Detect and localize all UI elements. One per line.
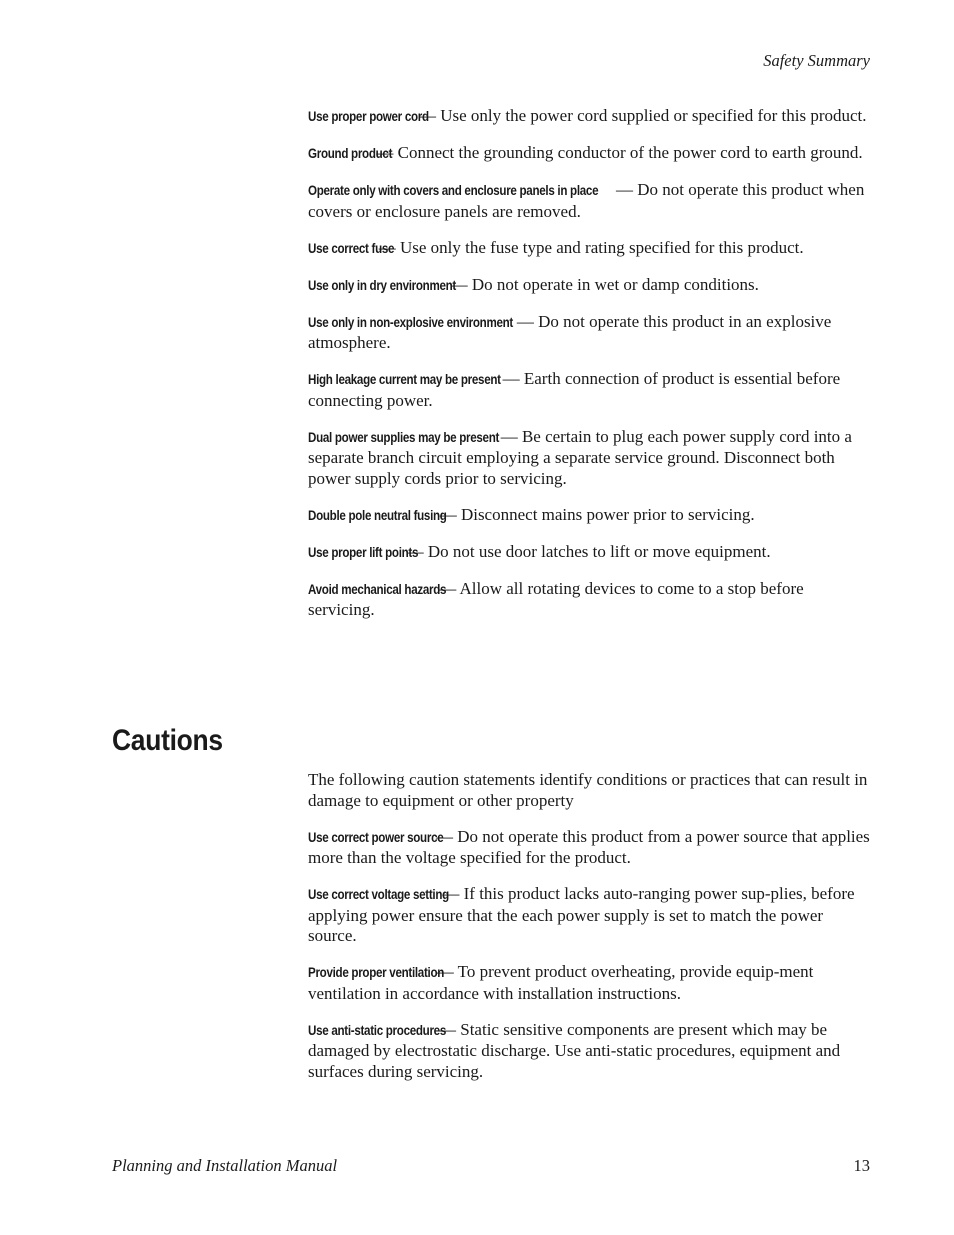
warning-term: Double pole neutral fusing xyxy=(308,507,447,523)
warnings-list xyxy=(308,106,870,636)
warning-item xyxy=(308,275,870,297)
section-title-cautions: Cautions xyxy=(112,724,223,757)
warning-term: Operate only with covers and enclosure panels in place xyxy=(308,183,599,198)
caution-term: Use anti-static procedures xyxy=(308,1022,447,1038)
warning-item xyxy=(308,427,870,490)
warning-term: Use only in dry environment xyxy=(308,277,457,293)
warning-text: — Connect the grounding conductor of the power cord to earth ground. xyxy=(372,143,863,162)
caution-item xyxy=(308,827,870,869)
warning-text: — Do not operate this product in an explosive atmosphere. xyxy=(308,311,832,352)
warning-text: — Do not operate in wet or damp conditions. xyxy=(446,274,759,294)
caution-text: — If this product lacks auto-ranging power sup-plies, before applying power ensure that the each power supply is set to match the power source. xyxy=(308,884,855,945)
caution-term: Use correct power source xyxy=(308,829,444,845)
warning-item xyxy=(308,579,870,621)
warning-term: Ground product xyxy=(308,146,393,161)
warning-item xyxy=(308,238,870,260)
caution-term: Use correct voltage setting xyxy=(308,887,449,902)
warning-item xyxy=(308,505,870,527)
warning-text: — Use only the fuse type and rating specified for this product. xyxy=(374,237,804,257)
caution-text: — Static sensitive components are present which may be damaged by electrostatic discharge. Use anti-static procedures, equipment and surfaces during servicing. xyxy=(308,1019,841,1081)
cautions-intro: The following caution statements identify conditions or practices that can result in damage to equipment or other property xyxy=(308,770,868,810)
warning-text: — Use only the power cord supplied or specified for this product. xyxy=(414,106,867,125)
footer-manual-title: Planning and Installation Manual xyxy=(112,1156,338,1175)
warning-term: Use proper power cord xyxy=(308,109,429,124)
warning-item xyxy=(308,312,870,354)
warning-item xyxy=(308,143,870,165)
warning-item xyxy=(308,180,870,222)
caution-item xyxy=(308,962,870,1004)
caution-text: — Do not operate this product from a power source that applies more than the voltage specified for the product. xyxy=(308,826,870,867)
caution-text: — To prevent product overheating, provide equip-ment ventilation in accordance with installation instructions. xyxy=(308,962,814,1003)
warning-text: — Allow all rotating devices to come to a stop before servicing. xyxy=(308,578,804,619)
footer-page-number: 13 xyxy=(853,1156,870,1175)
warning-term: Use correct fuse xyxy=(308,240,395,256)
caution-item xyxy=(308,884,870,947)
warning-term: Dual power supplies may be present xyxy=(308,429,500,445)
caution-item xyxy=(308,1020,870,1083)
caution-term: Provide proper ventilation xyxy=(308,965,445,980)
warning-text: — Do not operate this product when covers or enclosure panels are removed. xyxy=(308,180,865,221)
warning-term: Avoid mechanical hazards xyxy=(308,581,447,597)
warning-text: — Earth connection of product is essential before connecting power. xyxy=(308,369,841,410)
warning-term: Use proper lift points xyxy=(308,544,419,560)
warning-term: Use only in non-explosive environment xyxy=(308,314,513,330)
warning-text: — Be certain to plug each power supply cord into a separate branch circuit employing a separate service ground. Disconnect both power supply cords prior to servicing. xyxy=(308,426,852,488)
warning-text: — Disconnect mains power prior to servicing. xyxy=(435,504,755,524)
cautions-list xyxy=(308,770,870,1098)
warning-item xyxy=(308,542,870,564)
warning-item xyxy=(308,106,870,128)
running-header: Safety Summary xyxy=(763,51,870,70)
warning-text: — Do not use door latches to lift or move equipment. xyxy=(402,541,771,561)
warning-term: High leakage current may be present xyxy=(308,372,501,387)
warning-item xyxy=(308,369,870,411)
